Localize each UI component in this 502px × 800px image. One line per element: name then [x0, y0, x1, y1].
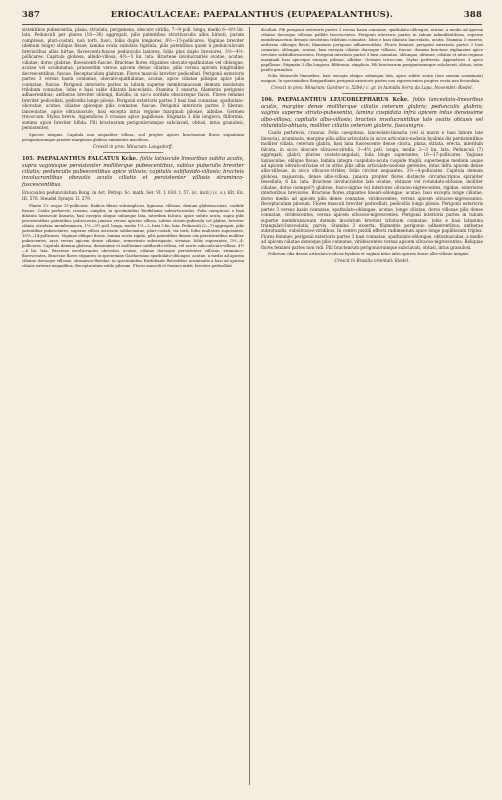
description-paragraph: Caulis perbrevis, crassus. Folia caespitosa, lanceolato-linearia (vel si mavis e basi latiore late linearia), acuminata, margine pilis albis articulatis in sicco articulato-nodosis hyalinis dis persistentibus molliter ciliata, ceterum glabra, basi lana fuscescente dense cincta, plana, striata, erecta, interdum falcata, in sicco obscure olivaceo-viridia, 3—4½ poll. longa, medio 2—3 lin. lata. Pedunculi (7) aggregati, glabri, pluries costato-angulati, folia longe superantes, 16—17-pollicares. Vaginae laxiusculae, oblique fissae, lamina integra cuspidato-acuta cuspide fragili, superneque medium usque ad apicem elevato-striatae et in striis pilis albis articulato-nodosis gerentes, intus infra apicem dense albo-villosae, in sicco olivaceo-virides, foliis circiter aequantes, 3½—4-pollicares. Capitula demum globosa, majuscula, dense albo-villosa, juniora propter flores distincte circumscriptos spiraliter tessellata, 6 lin. lata. Bracteae involucrantes late ovatae, obtusae vel rotundato-obtusae, molliter ciliatae, dorso (semper?) glabrae, fusco-nigrae vel interiores olivaceo-nigrescentes, rigidae, exteriores interioribus breviores. Bracteae flores stipantes lineari-oblongae, acutae, basi excepta longe ciliatae, dorso medio ad apicem pilis dense connatae, viridescentes, versus apicem olivaceo-nigrescentes. Receptaculum pilosum. Flores masculi breviter pedicellati, pedicellis longo pilosis. Perigonii exterioris partes 3 versus basin connatae, spathulato-oblongae, acutae, longe ciliatae, dorso villosae pilis dense connatae, viridescentes, versus apicem olivaceo-nigrescentes. Perigonii interioris partes in tubum superne membranaceum demum involutum breviter trilobum connatae, lobis e basi latissima triangulari-lanceolatis, parvis. Stamina 3 exserta; filamentis perigonio adhaerentibus; antherae subrotundis, subolivaceo-viridibus. In centro pistilli effecti rudimentum apice longe papilliosum triplex. Flores feminei: perigonii exterioris partes 3 basi connatae, spathulato-oblongae, obtusiusculae, a medio ad apicem ciliatae dorsoque pilis connatae, viridescentes versus apicem olivaceo-nigrescentes. Reliquae flores feminei partes non vidi. Pili bractearum perigoniorumque subclavati, obtusi, intus granulosi.: [261, 130, 483, 250]
description-paragraph: dicellati. Pili perigonii exterioris partes 3 versus basin connatae, spathulato-oblongae, acutae, a medio ad apicem ciliatae dorsoque villosae pallide fuscescentes. Perigonii interioris partes in tubum infundibuliform, superne membranaceum demum involutum trilobum connatae, lobis e basi dilatata lanceolatis, acutis. Stamina 3 exserta; antherae oblongis flavis; filamentis perigonio adhaerentibus. Flores feminei: perigonii exterioris partes 3 basi connatae, oblongae, acutae, basi excepta ciliatae dorsoque villosae, fuscae, demum bracteae explanatae apice revolute subduflavescentes. Perigonii interioris partes 3 basi connatae, oblongae, obtusae, ciliatae et intus regione marginali basi apiceque excepta pilosae, albidae. Germen tricoccum. Stylus perbrevis. Appendices 3 apice papillosae. Stigmata 3 illis longiora, filiformia, simplicia. Pili bractearum perigoniorumque subclavati, obtusi, intus paullo granulosi.: [261, 27, 483, 72]
species-title: 106. PAEPALANTHUS LEUCOBLEPHARUS: [261, 97, 393, 104]
left-column: [22, 27, 244, 269]
species-diagnosis: foliis lanceolato-linearibus acutis, margine dense molliterque ciliatis ceterum glabris; pedunculis glabris; vaginis superne striato-pubesentia, lamina cuspidata infra apicem intus densissime albo-villosa; capitulis albo-villosis; bracteis involucrantibus late ovatis obtusis vel rotundato-obtusis, molliter ciliatis ceterum glabris, fuscanigris.: [261, 97, 484, 130]
species-diagnosis: foliis latiuscule linearibus subito acutis, supra vaginisque persistenter molliterque pubescentibus, subtus puberulis breviter ciliatis; pedunculis pubescentibus apice villosis; capitulis subflavido-villosis; bracteis involucrantibus obovatis acutis ciliatis et persistenter villosis straminco-fuscescentibus.: [22, 156, 244, 188]
description-paragraph: Planta 13- usque 15-pollicaris. Radicis fibrae subsimplices, lignosae, villosae, demum glabrinscutiae, sordide fuscae. Caulis perbrevis, crassus, simplex, in speciminibus Riedelianis subtorticosulus. Folia caespitosa, e basi dilatata latiuscule linearia, basi excepta obiquo subaeque lata, interdum falcata, apice subito acuta, supra pilis persistentibus patentibus pubescentia juniora versus apicem villosa, subtus striato-puberula vel glabra, breviter ciliata, striolata, membranacea, 1½—3½ poll. longa, medio 1½—2, basi 3 lin. lata. Pedunculi (2—7) aggregati, pilis patentibus pubescentes, superne villosi sericento sublacinatae, pluri-costati, vix torti, foliis multoties superantes, 10½—14-pollicares. Vaginae oblique fissae, lamina acuta rigida, pilis patentibus densis ciis persistentibus molliter pubescentes, arce versus apicem dense ciliatae, semestrato substrigante, striatae, foliis superantes, 3½—4-pollicares. Capitula demum globosa, densissime et mollissime subflavido-villosa, vel acute subconbcato-villosa, 4½—6 lin. lata. Bracteae involucrantes obovatae, acutae, ciliatae dorsoque persistenter villosae, straminco-flavescentes. Bracteae flores stipantes in speciemine Gardueriano spathulato-oblongae, acutae, a medio ad apicem ciliatae dorsoque villosae, straminco-flavidae; in speciminibus Riedelianis florentibus acuminatis a basi ad apicem ciliatis externa aequalibus. Receptaculum valde pilosum. Flores masculi et feminei mixti, breviter pedicellati.: [22, 203, 244, 269]
species-title: 105. PAEPALANTHUS FALCATUS: [22, 156, 122, 163]
header-rule: [22, 24, 482, 25]
page-number-left: 387: [22, 9, 41, 19]
section-separator: [342, 93, 402, 94]
locality-line: Crescit in prov. Minarum: Gardner n. 5284./ c. gr. in humidis Serra da Lapa, Novembri: Riedel.: [271, 84, 473, 90]
note-paragraph: Foliorum cilia densis articulato-nodosis hyalinis et vaginis intus infra apicem dense albo-villosis insignis.: [268, 251, 470, 257]
description-paragraph: sistentibus pubescentia, plana, striolata, pergamena, obscure viridia, 7—9 poll. longa, medio 6—8½ lin. lata. Pedunculi per plures (16—36) aggregati, pilis patentibus strictiusculis albis hirsuti, parum compressi, pluri-costati, non torti, fusci, foliis duplo longiores, 8½—15-pollicares. Vaginae breviter (demum longe) obliquo fissae, lamina ovata subulata rigidula, pilis patentibus quam ii pedunculorum brevioribus albis hirtae, flavescenti-fuscae pedunculis laxiores, foliis plus duplo breviores, 3½—4½-pollicares. Capitula globosa, albido-villosa, 4½—5 lin. lata. Bracteae involucrantes ovatae, acutae, ciliatae, dorso glabrae, flavescenti-fuscae. Bracteae flores stipantes obovato-spathulatae vel oblongae, acutae vel acuminatae, praesertim versus apicem dense ciliatae, pilis versus apicem longitudine decrescentibus, fuscae. Receptaculum glabrum. Flores masculi breviter pedicellati. Perigonii exterioris partes 3 versus basin connatae, obovato-spathulatae, acutae, apice ciliatae pilisque apice pilis connatae, fuscae. Perigonii interioris partes in tubum superne membranaceum demum insolutum trilobum connatae, lobis e basi valde dilatata lanceolatis. Stamina 3 exserta; filamenta perigonio adhaerentibus; antherae breviter oblongi, flavidis, in sicco sordide obscureque flavis. Flores feminei breviter pedicellati, pedicellis longe pilosis. Perigonii exterioris partes 3 basi basi connatae, spathulato-obovatae, acutae, ciliatae apiceque pilis connatae, fuscae. Perigonii interioris partes 3 liberae, lanceolatae, apice obtusiuscule, basi excepta intus regione marginali pilosae, albidae. Germen tricoccum. Stylus brevis. Appendices 3 crassae apice papillosae. Stigmata 3 illis longiora, filiformia, summo apice breviter bifida. Pili bractearum perigoniorumque subclavati, obtusi, intus granulosi, persistentes.: [22, 27, 244, 131]
right-column: [261, 27, 483, 267]
page-number-right: 388: [463, 9, 482, 19]
species-author: Kcke.: [121, 156, 141, 163]
locality-line: Crescit in prov. Minarum: Langsdorff.: [92, 143, 174, 149]
section-separator: [103, 152, 163, 153]
running-title: ERIOCAULACEAE: PAEPALANTHUS (EUPAEPALANTHUS).: [110, 9, 394, 19]
column-divider: [249, 27, 250, 785]
species-heading: [261, 97, 483, 129]
note-paragraph: Species insignis. Capitula non aequaliter villosa, sed propter apices bractearum flores stipantium perigoniorumque praeter marginem glabros eminentes maculosa.: [22, 131, 244, 142]
species-heading: [22, 156, 244, 188]
synonym-reference: Eriocaulon pedunculatum Bong. in Act. Petrop. Sc. math. Ser. VI. I. 630. t. 57. (ic. incd.) (c. s.). Klt. En. III. 576. Steudel Synops. II. 279.: [22, 190, 244, 201]
note-paragraph: Folia latiuscule linearibus, basi excepta obiquo subaequa lata, apice subito acuta (non sensim acuminata) insignis. In speciminibus Bongardianis perigonii exterioris partes non rigorescentes propter ovata non fecundata.: [261, 72, 483, 83]
running-head: [22, 9, 482, 21]
species-author: Kcke.: [392, 97, 413, 104]
locality-line: Crescit in Brasilia orientali: Riedel.: [334, 258, 410, 264]
